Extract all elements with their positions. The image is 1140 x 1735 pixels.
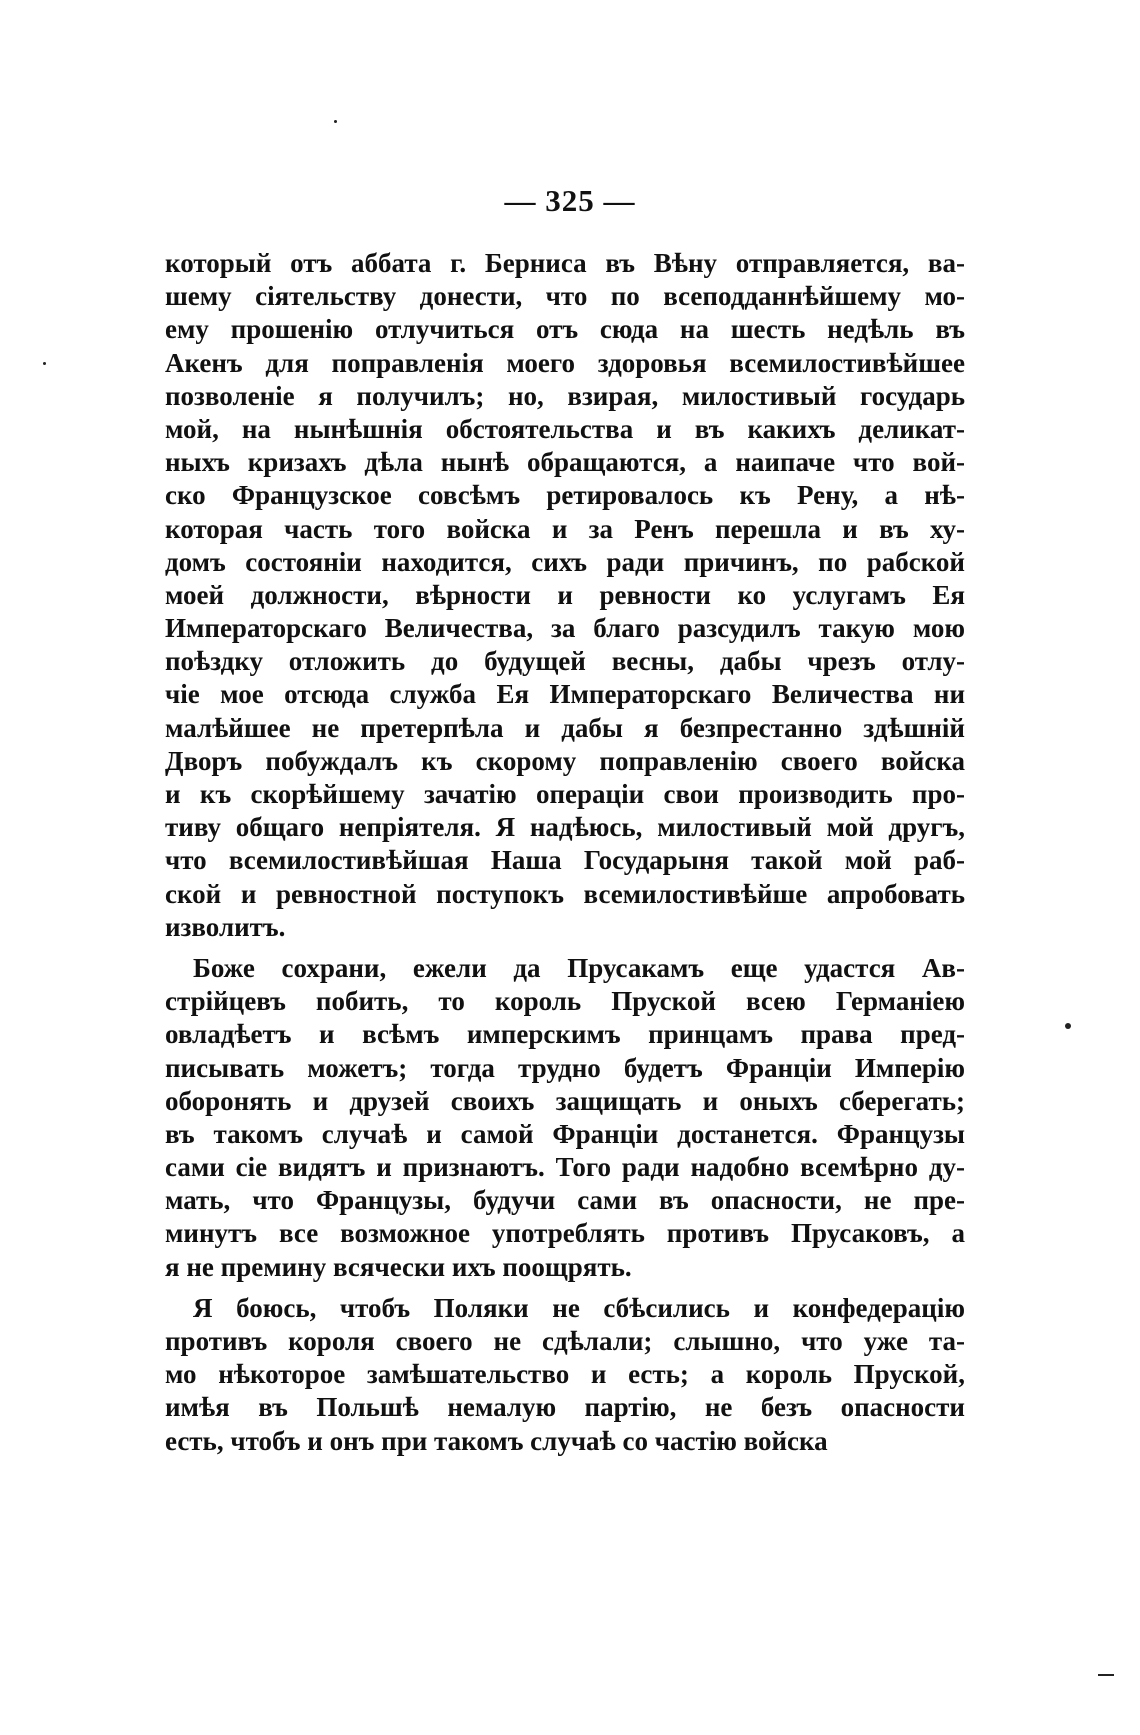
text-line: Императорскаго Величества, за благо разсудилъ такую мою [165,613,965,644]
text-line: противъ короля своего не сдѣлали; слышно, что уже та- [165,1326,965,1356]
text-line: въ такомъ случаѣ и самой Франціи достанется. Французы [165,1118,965,1149]
body-text [165,247,965,1458]
text-line: Дворъ побуждалъ къ скорому поправленію своего войска [165,745,965,776]
paragraph-gap [165,944,965,952]
paragraph-gap [165,1284,965,1292]
text-line: домъ состояніи находится, сихъ ради причинъ, по рабской [165,546,965,577]
text-line: поѣздку отложить до будущей весны, дабы чрезъ отлу- [165,646,965,677]
text-line: позволеніе я получилъ; но, взирая, милостивый государь [165,380,965,411]
text-line: ныхъ кризахъ дѣла нынѣ обращаются, а наипаче что вой- [165,447,965,478]
text-line: Я боюсь, чтобъ Поляки не сбѣсились и конфедерацію [193,1292,965,1323]
text-line: ской и ревностной поступокъ всемилостивѣйше апробовать [165,878,965,909]
text-line: чіе мое отсюда служба Ея Императорскаго Величества ни [165,679,965,710]
text-line: ему прошенію отлучиться отъ сюда на шесть недѣль въ [165,314,965,345]
text-line: мать, что Французы, будучи сами въ опасности, не пре- [165,1185,965,1216]
ink-speck [43,362,46,365]
paragraph [165,247,965,944]
ink-speck [1098,1674,1114,1676]
text-line: мо нѣкоторое замѣшательство и есть; а король Пруской, [165,1359,965,1390]
text-line: писывать можетъ; тогда трудно будетъ Франціи Имперію [165,1052,965,1083]
text-line: овладѣетъ и всѣмъ имперскимъ принцамъ права пред- [165,1019,965,1050]
text-line: которая часть того войска и за Ренъ перешла и въ ху- [165,513,965,544]
text-line: и къ скорѣйшему зачатію операціи свои производить про- [165,779,965,809]
text-line: мой, на нынѣшнія обстоятельства и въ какихъ деликат- [165,413,965,444]
text-line: стрійцевъ побить, то король Пруской всею Германіею [165,986,965,1017]
text-line: есть, чтобъ и онъ при такомъ случаѣ со частію войска [165,1425,828,1456]
text-line: я не премину всячески ихъ поощрять. [165,1251,632,1282]
text-line: тиву общаго непріятеля. Я надѣюсь, милостивый мой другъ, [165,812,965,843]
paragraph [165,1292,965,1458]
text-line: Боже сохрани, ежели да Прусакамъ еще удастся Ав- [193,952,965,983]
text-line: шему сіятельству донести, что по всеподданнѣйшему мо- [165,281,965,312]
ink-speck [1065,1023,1071,1029]
text-line: сами сіе видятъ и признаютъ. Того ради надобно всемѣрно ду- [165,1152,965,1183]
text-line: оборонять и друзей своихъ защищать и оныхъ сберегать; [165,1085,965,1116]
text-line: ско Французское совсѣмъ ретировалось къ Рену, а нѣ- [165,480,965,511]
text-line: имѣя въ Польшѣ немалую партію, не безъ опасности [165,1392,965,1423]
ink-speck [334,120,337,123]
text-line: который отъ аббата г. Берниса въ Вѣну отправляется, ва- [165,248,965,278]
text-line: моей должности, вѣрности и ревности ко услугамъ Ея [165,579,965,610]
text-line: изволитъ. [165,911,286,942]
text-line: малѣйшее не претерпѣла и дабы я безпрестанно здѣшній [165,712,965,743]
paragraph [165,952,965,1284]
page-number: — 325 — [504,183,636,218]
text-line: минутъ все возможное употреблять противъ Прусаковъ, а [165,1218,965,1249]
text-line: что всемилостивѣйшая Наша Государыня такой мой раб- [165,845,965,876]
text-line: Акенъ для поправленія моего здоровья всемилостивѣйшее [165,347,965,378]
